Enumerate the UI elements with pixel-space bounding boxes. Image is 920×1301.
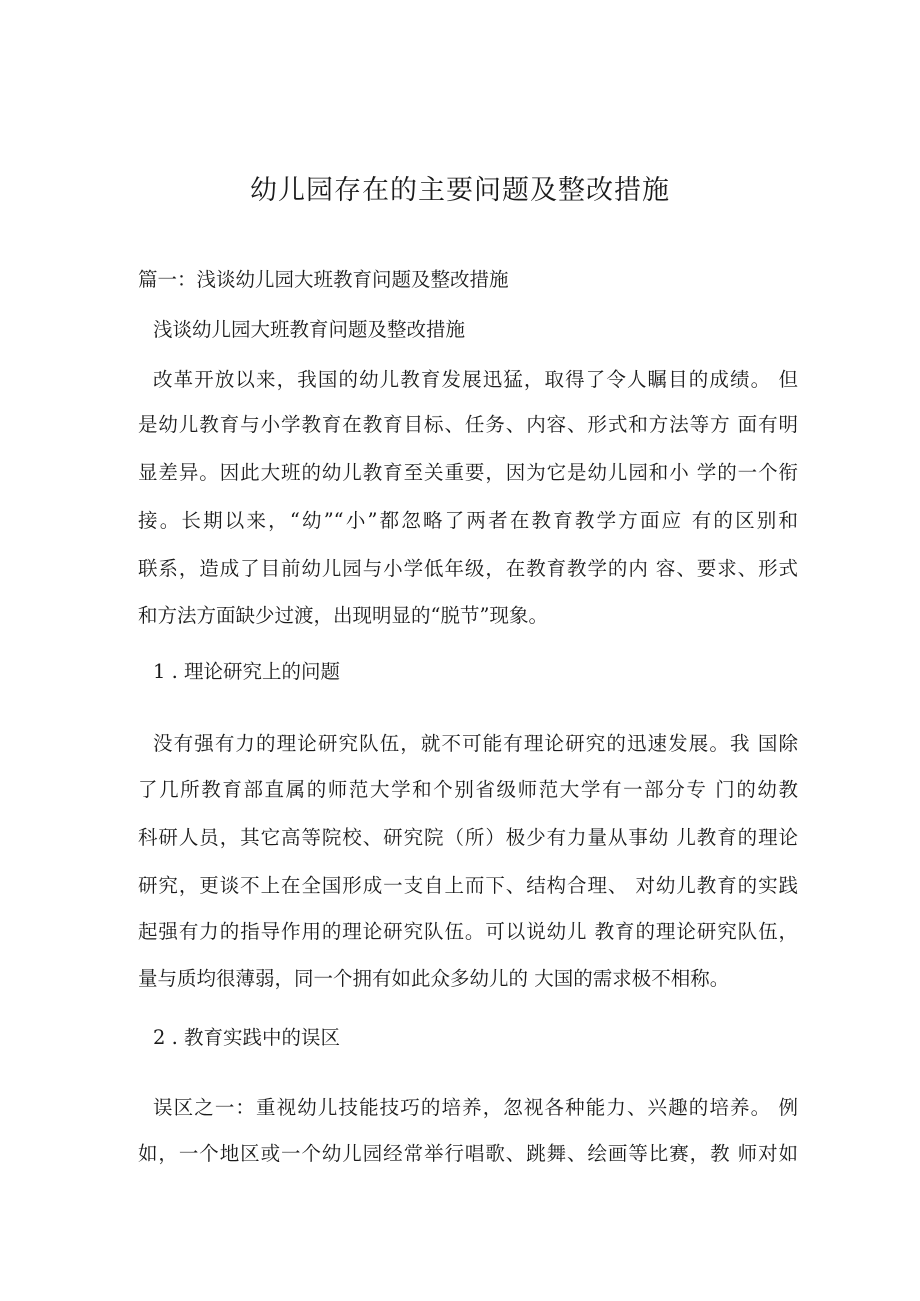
paragraph-line: 起强有力的指导作用的理论研究队伍。可以说幼儿 教育的理论研究队伍， bbox=[138, 920, 798, 943]
paragraph-line: 如，一个地区或一个幼儿园经常举行唱歌、跳舞、绘画等比赛，教 师对如 bbox=[138, 1142, 798, 1165]
paragraph-line: 科研人员，其它高等院校、研究院（所）极少有力量从事幼 儿教育的理论 bbox=[138, 826, 798, 849]
article-subtitle: 浅谈幼儿园大班教育问题及整改措施 bbox=[153, 318, 466, 341]
paragraph-line: 接。长期以来，“幼”“小”都忽略了两者在教育教学方面应 有的区别和 bbox=[138, 509, 798, 532]
section-heading: 1 . 理论研究上的问题 bbox=[153, 660, 341, 683]
paragraph-line: 没有强有力的理论研究队伍，就不可能有理论研究的迅速发展。我 国除 bbox=[153, 732, 798, 755]
paragraph-line: 和方法方面缺少过渡，出现明显的“脱节”现象。 bbox=[138, 604, 548, 627]
paragraph-line: 误区之一：重视幼儿技能技巧的培养，忽视各种能力、兴趣的培养。 例 bbox=[153, 1096, 798, 1119]
section-heading: 2 . 教育实践中的误区 bbox=[153, 1026, 341, 1049]
paragraph-line: 联系，造成了目前幼儿园与小学低年级，在教育教学的内 容、要求、形式 bbox=[138, 557, 798, 580]
article-heading: 篇一：浅谈幼儿园大班教育问题及整改措施 bbox=[138, 268, 509, 291]
paragraph-line: 量与质均很薄弱，同一个拥有如此众多幼儿的 大国的需求极不相称。 bbox=[138, 967, 730, 990]
paragraph-line: 改革开放以来，我国的幼儿教育发展迅猛，取得了令人瞩目的成绩。 但 bbox=[153, 368, 798, 391]
paragraph-line: 研究，更谈不上在全国形成一支自上而下、结构合理、 对幼儿教育的实践 bbox=[138, 874, 798, 897]
paragraph-line: 是幼儿教育与小学教育在教育目标、任务、内容、形式和方法等方 面有明 bbox=[138, 413, 798, 436]
paragraph-line: 显差异。因此大班的幼儿教育至关重要，因为它是幼儿园和小 学的一个衔 bbox=[138, 461, 798, 484]
document-title: 幼儿园存在的主要问题及整改措施 bbox=[250, 175, 670, 206]
paragraph-line: 了几所教育部直属的师范大学和个别省级师范大学有一部分专 门的幼教 bbox=[138, 778, 798, 801]
